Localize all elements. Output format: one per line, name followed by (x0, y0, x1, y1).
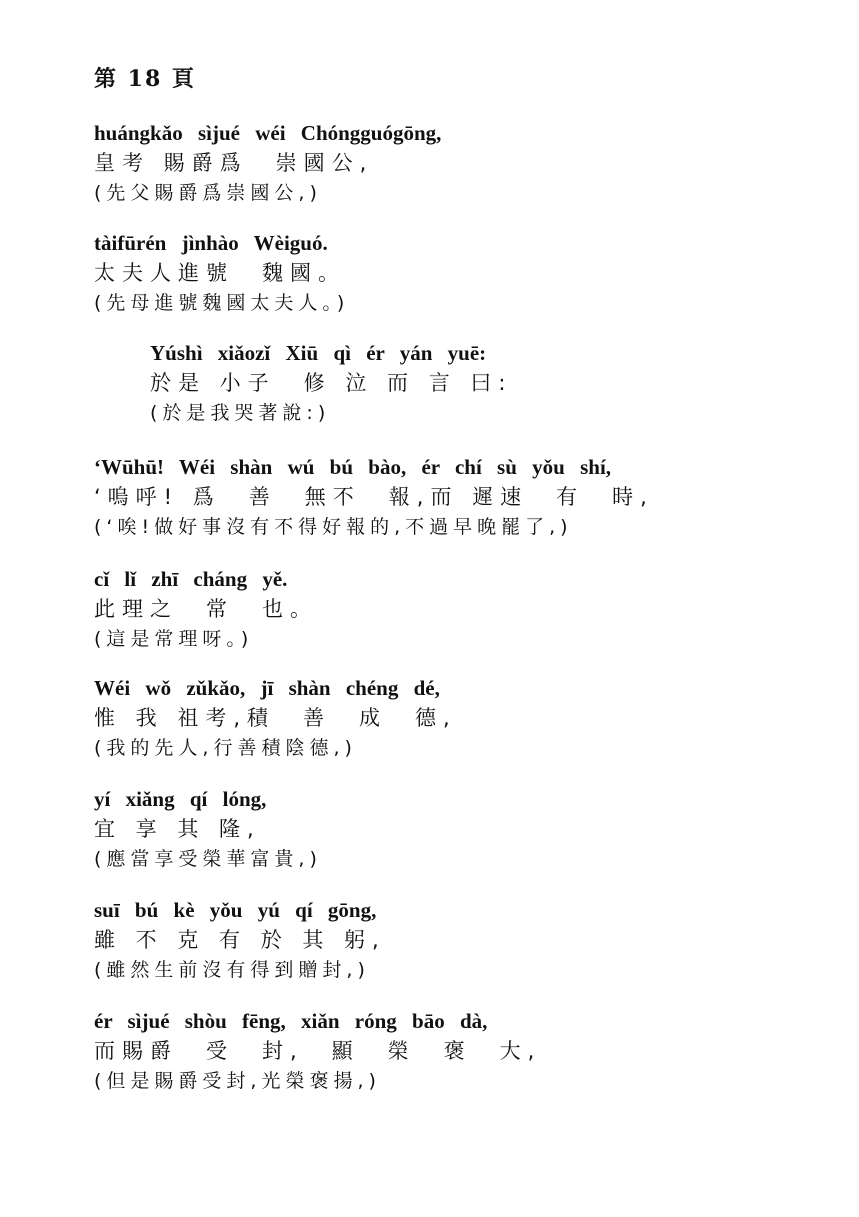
chinese-line: 雖 不 克 有 於 其 躬, (94, 928, 386, 952)
stanza-7 (94, 784, 794, 874)
pinyin-line: tàifūrén jìnhào Wèiguó. (94, 231, 328, 255)
translation-line: (應當享受榮華富貴,) (94, 848, 322, 870)
translation-line: (但是賜爵受封,光榮褒揚,) (94, 1070, 381, 1092)
chinese-line: 而賜爵 受 封, 顯 榮 褒 大, (94, 1039, 542, 1063)
translation-line: (我的先人,行善積陰德,) (94, 737, 357, 759)
stanza-6 (94, 673, 794, 763)
stanza-8 (94, 895, 794, 985)
translation-line: (於是我哭著說:) (150, 402, 331, 424)
translation-line: (‘唉!做好事沒有不得好報的,不過早晚罷了,) (94, 516, 573, 538)
chinese-line: 皇考 賜爵爲 崇國公, (94, 151, 374, 175)
translation-line: (先父賜爵爲崇國公,) (94, 182, 322, 204)
page-number: 第 18 頁 (94, 66, 196, 92)
chinese-line: 於是 小子 修 泣 而 言 曰: (150, 371, 513, 395)
chinese-line: 太夫人進號 魏國。 (94, 261, 346, 285)
chinese-line: ‘嗚呼! 爲 善 無不 報,而 遲速 有 時, (94, 485, 654, 509)
stanza-3 (150, 338, 850, 428)
translation-line: (這是常理呀。) (94, 628, 254, 650)
stanza-9 (94, 1006, 794, 1096)
chinese-line: 宜 享 其 隆, (94, 817, 261, 841)
pinyin-line: yí xiǎng qí lóng, (94, 787, 267, 811)
stanza-2 (94, 228, 794, 318)
stanza-4 (94, 452, 794, 542)
stanza-5 (94, 564, 794, 654)
translation-line: (先母進號魏國太夫人。) (94, 292, 350, 314)
pinyin-line: ér sìjué shòu fēng, xiǎn róng bāo dà, (94, 1009, 488, 1033)
chinese-line: 此理之 常 也。 (94, 597, 318, 621)
pinyin-line: ‘Wūhū! Wéi shàn wú bú bào, ér chí sù yǒu shí, (94, 455, 612, 479)
pinyin-line: huángkǎo sìjué wéi Chóngguógōng, (94, 121, 442, 145)
translation-line: (雖然生前沒有得到贈封,) (94, 959, 370, 981)
pinyin-line: Wéi wǒ zǔkǎo, jī shàn chéng dé, (94, 676, 440, 700)
pinyin-line: Yúshì xiǎozǐ Xiū qì ér yán yuē: (150, 341, 487, 365)
pinyin-line: suī bú kè yǒu yú qí gōng, (94, 898, 377, 922)
stanza-1 (94, 118, 794, 208)
pinyin-line: cǐ lǐ zhī cháng yě. (94, 567, 288, 591)
chinese-line: 惟 我 祖考,積 善 成 德, (94, 706, 457, 730)
